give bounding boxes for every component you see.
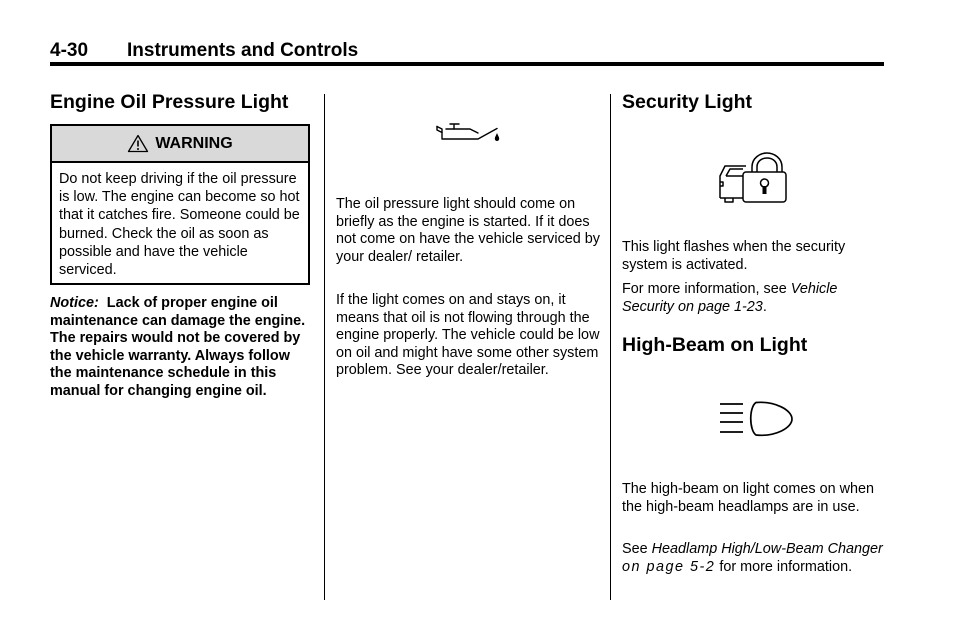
high-beam-paragraph-2 (622, 541, 884, 576)
high-beam-heading: High-Beam on Light (622, 334, 808, 356)
column-divider-right (610, 94, 611, 600)
security-ref-prefix: For more information, see (622, 281, 791, 297)
security-heading: Security Light (622, 91, 753, 113)
column-oil-pressure (50, 90, 314, 399)
warning-box (50, 124, 310, 285)
security-ref-link[interactable]: Vehicle Security on page 1-23 (622, 281, 838, 315)
warning-header (52, 126, 308, 163)
oil-pressure-heading: Engine Oil Pressure Light (50, 91, 289, 113)
high-beam-ref-link[interactable]: Headlamp High/Low-Beam Changer (651, 541, 883, 557)
warning-label: WARNING (155, 134, 233, 152)
security-ref-suffix: . (762, 298, 767, 315)
section-title: Instruments and Controls (127, 40, 359, 61)
security-paragraph-2 (622, 281, 884, 316)
column-divider-left (324, 94, 325, 600)
header-rule (50, 62, 884, 66)
oil-can-icon (434, 120, 504, 146)
high-beam-icon (718, 399, 796, 439)
high-beam-ref-page[interactable]: on page 5-2 (622, 558, 716, 575)
high-beam-ref-suffix: for more information. (715, 558, 853, 575)
page-header (50, 38, 884, 64)
notice-paragraph (50, 295, 314, 401)
high-beam-paragraph-1: The high-beam on light comes on when the high-beam headlamps are in use. (622, 481, 874, 515)
security-lock-icon (716, 150, 792, 204)
oil-pressure-paragraph-2: If the light comes on and stays on, it means that oil is not flowing through the engine properly. The vehicle could be low on oil and might have some other system problem. See your dealer/retailer. (336, 292, 600, 379)
notice-label: Notice: (50, 295, 99, 311)
high-beam-ref-prefix: See (622, 541, 652, 557)
warning-text: Do not keep driving if the oil pressure is low. The engine can become so hot that it catches fire. Someone could be burned. Check the oil as soon as possible and have the vehicle serviced. (59, 171, 300, 279)
oil-pressure-paragraph-1: The oil pressure light should come on briefly as the engine is started. If it does not come on have the vehicle serviced by your dealer/ retailer. (336, 196, 600, 265)
page-number: 4-30 (50, 40, 89, 61)
notice-text: Lack of proper engine oil maintenance can damage the engine. The repairs would not be covered by the vehicle warranty. Always follow the maintenance schedule in this manual for changing engine oil. (50, 295, 306, 399)
warning-triangle-icon (127, 134, 149, 153)
security-paragraph-1: This light flashes when the security system is activated. (622, 239, 846, 273)
